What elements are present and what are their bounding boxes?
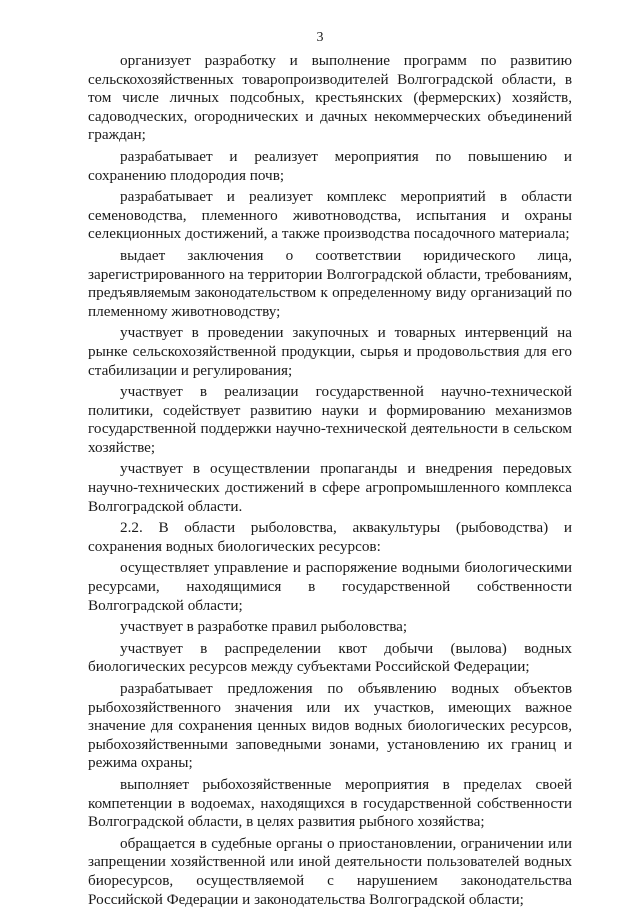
paragraph: разрабатывает и реализует комплекс мероприятий в области семеноводства, племенного животноводства, испытания и охраны селекционных достижений, а также производства посадочного материала; [88, 188, 572, 243]
paragraph: участвует в проведении закупочных и товарных интервенций на рынке сельскохозяйственной продукции, сырья и продовольствия для его стабилизации и регулирования; [88, 324, 572, 379]
paragraph: выдает заключения о соответствии юридического лица, зарегистрированного на территории Волгоградской области, требованиям, предъявляемым законодательством к определенному виду организаций по племенному животноводству; [88, 246, 572, 320]
section-heading: 2.2. В области рыболовства, аквакультуры (рыбоводства) и сохранения водных биологических ресурсов: [88, 519, 572, 555]
paragraph: участвует в осуществлении пропаганды и внедрения передовых научно-технических достижений в сфере агропромышленного комплекса Волгоградской области. [88, 460, 572, 515]
page-number: 3 [316, 30, 324, 45]
paragraph: разрабатывает предложения по объявлению водных объектов рыбохозяйственного значения или их участков, имеющих важное значение для сохранения ценных видов водных биологических ресурсов, рыбохозяйственными заповедными зонами, установлению их границ и режима охраны; [88, 680, 572, 772]
body-text [88, 52, 572, 912]
paragraph: обращается в судебные органы о приостановлении, ограничении или запрещении хозяйственной или иной деятельности пользователей водных биоресурсов, осуществляемой с нарушением законодательства Российской Федерации и законодательства Волгоградской области; [88, 834, 572, 908]
paragraph: участвует в распределении квот добычи (вылова) водных биологических ресурсов между субъектами Российской Федерации; [88, 639, 572, 676]
paragraph: участвует в реализации государственной научно-технической политики, содействует развитию науки и формированию механизмов государственной поддержки научно-технической деятельности в сельском хозяйстве; [88, 383, 572, 456]
paragraph: разрабатывает и реализует мероприятия по повышению и сохранению плодородия почв; [88, 147, 572, 184]
paragraph: осуществляет управление и распоряжение водными биологическими ресурсами, находящимися в государственной собственности Волгоградской области; [88, 559, 572, 614]
paragraph: организует разработку и выполнение программ по развитию сельскохозяйственных товаропроизводителей Волгоградской области, в том числе личных подсобных, крестьянских (фермерских) хозяйств, садоводческих, огороднических и дачных некоммерческих объединений граждан; [88, 52, 572, 144]
paragraph: участвует в разработке правил рыболовства; [120, 618, 408, 636]
paragraph: выполняет рыбохозяйственные мероприятия в пределах своей компетенции в водоемах, находящихся в государственной собственности Волгоградской области, в целях развития рыбного хозяйства; [88, 775, 572, 831]
